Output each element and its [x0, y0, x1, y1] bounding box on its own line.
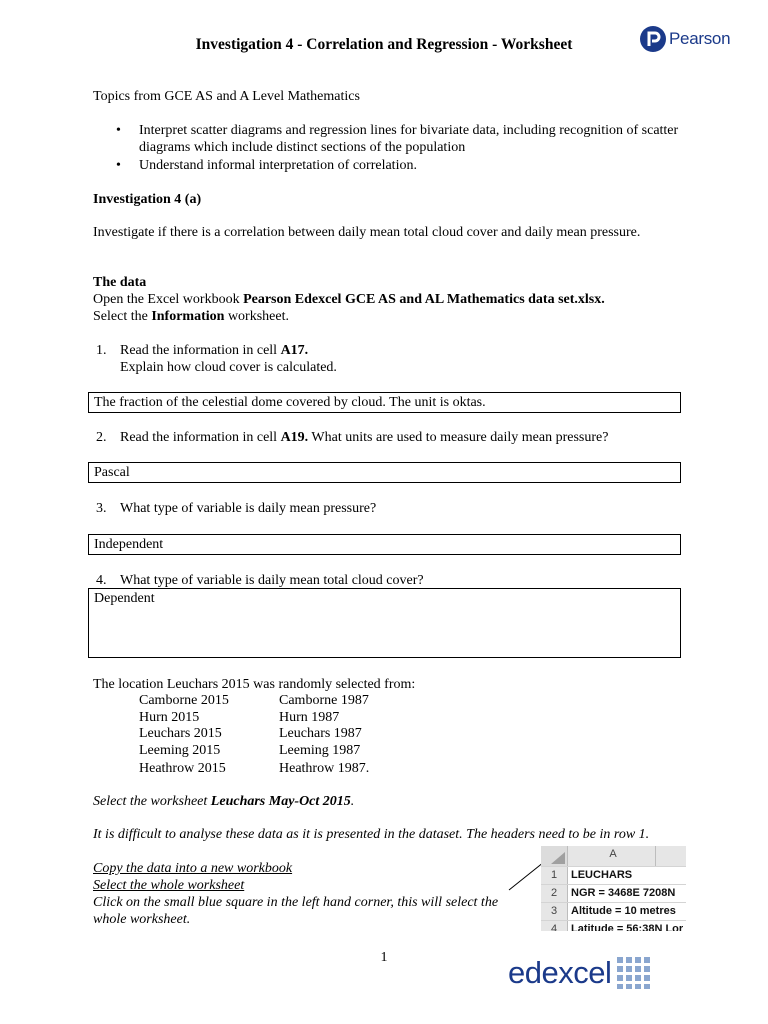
question-text: What units are used to measure daily mean pressure?	[308, 430, 609, 445]
select-all-corner[interactable]	[541, 846, 568, 866]
pearson-logo-text: Pearson	[669, 29, 731, 48]
location-cell: Heathrow 2015	[139, 761, 226, 776]
excel-cell[interactable]: LEUCHARS	[571, 869, 633, 881]
answer-box-3[interactable]	[88, 534, 681, 555]
question-text: What type of variable is daily mean pressure?	[120, 501, 377, 516]
difficult-instruction: It is difficult to analyse these data as it is presented in the dataset. The headers need to be in row 1.	[93, 827, 650, 842]
question-4	[96, 572, 680, 589]
question-2	[96, 429, 680, 446]
excel-cell[interactable]: Altitude = 10 metres	[571, 905, 676, 917]
question-text: Explain how cloud cover is calculated.	[120, 360, 337, 375]
page-title: Investigation 4 - Correlation and Regression - Worksheet	[195, 36, 573, 53]
excel-row	[541, 903, 686, 921]
bullet-text: Interpret scatter diagrams and regression lines for bivariate data, including recognition of scatter diagrams which include distinct sections of the population	[139, 123, 679, 155]
investigation-intro: Investigate if there is a correlation between daily mean total cloud cover and daily mean pressure.	[93, 225, 641, 240]
location-cell: Hurn 1987	[279, 710, 340, 725]
question-number: 4.	[96, 573, 107, 588]
row-header[interactable]: 4	[541, 921, 568, 931]
instruction-text: .	[350, 794, 355, 809]
workbook-name: Pearson Edexcel GCE AS and AL Mathematics data set.xlsx.	[243, 292, 605, 307]
location-cell: Camborne 2015	[139, 693, 229, 708]
cell-ref: A19.	[280, 430, 309, 445]
data-line-2	[93, 308, 679, 325]
instruction-text: Select the worksheet	[93, 794, 211, 809]
answer-text: Dependent	[94, 591, 155, 606]
column-header-a[interactable]: A	[568, 846, 656, 866]
answer-text: The fraction of the celestial dome covered by cloud. The unit is oktas.	[94, 395, 486, 410]
copy-instruction: Copy the data into a new workbook	[93, 861, 293, 876]
excel-header-row	[541, 846, 686, 867]
bullet-item	[116, 157, 679, 174]
pearson-logo	[640, 26, 730, 52]
row-header[interactable]: 2	[541, 885, 568, 902]
row-header[interactable]: 3	[541, 903, 568, 920]
bullet-item	[116, 122, 679, 156]
select-worksheet-instruction	[93, 793, 679, 810]
cell-ref: A17.	[280, 343, 309, 358]
row-header[interactable]: 1	[541, 867, 568, 884]
bullet-text: Understand informal interpretation of correlation.	[139, 158, 417, 173]
question-number: 2.	[96, 430, 107, 445]
location-row	[139, 725, 362, 742]
question-number: 1.	[96, 343, 107, 358]
location-row	[139, 709, 339, 726]
topics-heading: Topics from GCE AS and A Level Mathematics	[93, 89, 360, 104]
excel-cell[interactable]: Latitude = 56:38N Lor	[571, 923, 684, 931]
location-cell: Camborne 1987	[279, 693, 369, 708]
corner-triangle-icon	[551, 852, 565, 864]
question-number: 3.	[96, 501, 107, 516]
excel-cell[interactable]: NGR = 3468E 7208N	[571, 887, 676, 899]
worksheet-name: Information	[151, 309, 225, 324]
location-cell: Leeming 2015	[139, 743, 221, 758]
edexcel-dots-icon	[617, 957, 651, 989]
location-cell: Leuchars 2015	[139, 726, 222, 741]
data-line-1-text: Open the Excel workbook	[93, 292, 244, 307]
edexcel-logo	[508, 955, 651, 991]
data-line-1	[93, 291, 679, 308]
answer-box-2[interactable]	[88, 462, 681, 483]
answer-box-1[interactable]	[88, 392, 681, 413]
excel-row	[541, 921, 686, 931]
answer-text: Independent	[94, 537, 164, 552]
question-3	[96, 500, 680, 517]
location-cell: Heathrow 1987.	[279, 761, 370, 776]
column-header-b[interactable]	[656, 846, 686, 866]
bullet-dot: •	[116, 123, 121, 138]
investigation-heading: Investigation 4 (a)	[93, 192, 202, 207]
answer-text: Pascal	[94, 465, 130, 480]
location-cell: Hurn 2015	[139, 710, 200, 725]
question-1	[96, 342, 680, 376]
page-number: 1	[380, 950, 388, 965]
select-all-instruction: Select the whole worksheet	[93, 878, 245, 893]
question-text: Read the information in cell	[120, 430, 281, 445]
location-cell: Leeming 1987	[279, 743, 361, 758]
data-line-2-end: worksheet.	[224, 309, 289, 324]
data-line-2-text: Select the	[93, 309, 152, 324]
excel-row	[541, 885, 686, 903]
location-row	[139, 760, 369, 777]
bullet-dot: •	[116, 158, 121, 173]
location-cell: Leuchars 1987	[279, 726, 362, 741]
worksheet-name: Leuchars May-Oct 2015	[210, 794, 351, 809]
pearson-p-icon	[640, 26, 666, 52]
location-row	[139, 742, 360, 759]
question-text: Read the information in cell	[120, 343, 281, 358]
locations-intro: The location Leuchars 2015 was randomly selected from:	[93, 677, 416, 692]
excel-row	[541, 867, 686, 885]
data-heading: The data	[93, 275, 147, 290]
location-row	[139, 692, 369, 709]
question-text: What type of variable is daily mean total cloud cover?	[120, 573, 424, 588]
excel-screenshot	[541, 846, 686, 931]
edexcel-logo-text: edexcel	[508, 955, 612, 990]
answer-box-4[interactable]	[88, 588, 681, 658]
click-instruction: Click on the small blue square in the left hand corner, this will select the whole worksheet.	[93, 895, 499, 927]
